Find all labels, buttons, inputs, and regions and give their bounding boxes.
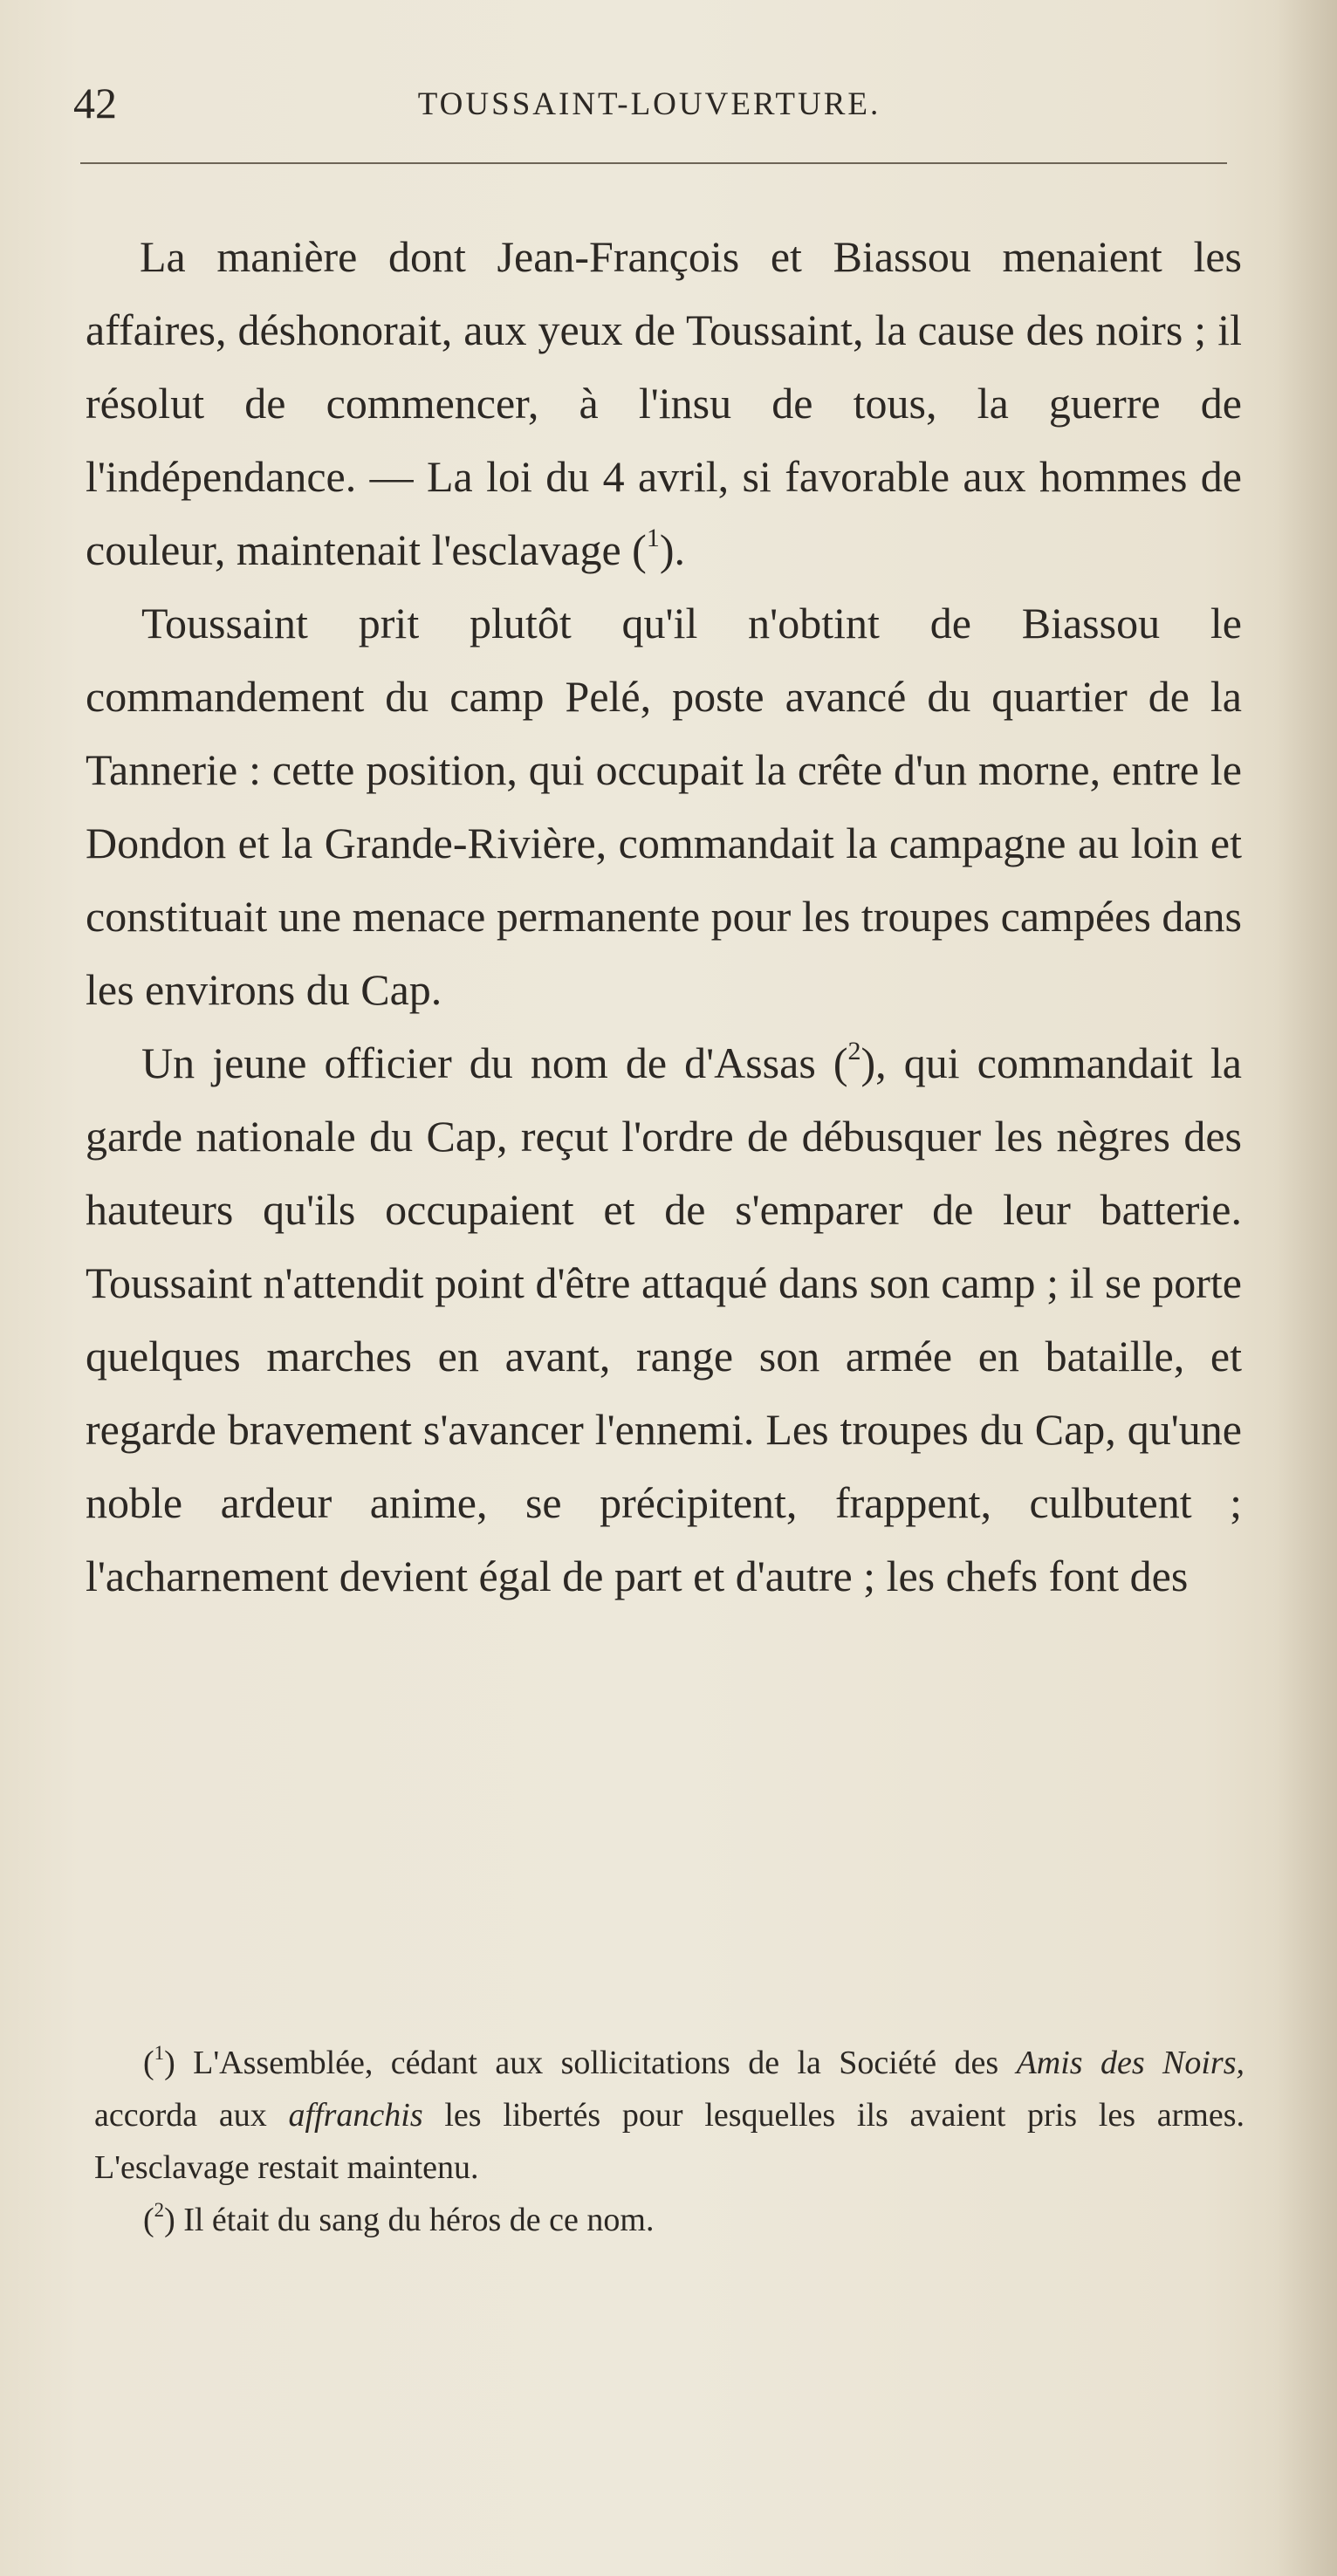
footnote-1-italic-affranchis: affranchis xyxy=(288,2097,423,2134)
paragraph-3 xyxy=(86,1026,1242,1613)
footnote-1-text-b: accorda aux xyxy=(94,2097,289,2134)
footnote-1-italic-amis: Amis des Noirs, xyxy=(1016,2045,1244,2081)
running-title: TOUSSAINT-LOUVERTURE. xyxy=(417,86,881,122)
footnote-1-text-c: les libertés pour lesquelles ils avaient pris les armes. L'esclavage restait maintenu. xyxy=(94,2097,1244,2186)
header-rule xyxy=(80,162,1227,164)
footnote-ref-1: 1 xyxy=(646,524,660,552)
paragraph-1-text: La manière dont Jean-François et Biassou menaient les affaires, déshonorait, aux yeux de Toussaint, la cause des noirs ; il résolut de commencer, à l'insu de tous, la guerre de l'indépendance. — La loi du 4 avril, si favorable aux hommes de couleur, maintenait l'esclavage ( xyxy=(86,232,1242,574)
body-text xyxy=(86,220,1242,1613)
footnote-1-text-a: L'Assemblée, cédant aux sollicitations de la Société des xyxy=(175,2045,1017,2081)
paragraph-2-text: Toussaint prit plutôt qu'il n'obtint de Biassou le commandement du camp Pelé, poste avancé du quartier de la Tannerie : cette position, qui occupait la crête d'un morne, entre le Dondon et la Grande-Rivière, commandait la campagne au loin et constituait une menace permanente pour les troupes campées dans les environs du Cap. xyxy=(86,599,1242,1014)
paragraph-3-end: ), qui commandait la garde nationale du Cap, reçut l'ordre de débusquer les nègres des hauteurs qu'ils occupaient et de s'emparer de leur batterie. Toussaint n'attendit point d'être attaqué dans son camp ; il se porte quelques marches en avant, range son armée en bataille, et regarde bravement s'avancer l'ennemi. Les troupes du Cap, qu'une noble ardeur anime, se précipitent, frappent, culbutent ; l'acharnement devient égal de part et d'autre ; les chefs font des xyxy=(86,1038,1242,1600)
footnote-2-close: ) xyxy=(164,2202,175,2238)
footnote-ref-2: 2 xyxy=(847,1037,861,1065)
page-edge-shadow xyxy=(1276,0,1337,2576)
paragraph-3-text: Un jeune officier du nom de d'Assas ( xyxy=(141,1038,848,1087)
paragraph-1-end: ). xyxy=(659,525,685,574)
page-header xyxy=(73,77,1225,129)
page-number: 42 xyxy=(73,79,117,127)
footnote-2-number: 2 xyxy=(154,2199,165,2222)
footnote-1 xyxy=(94,2037,1244,2194)
footnote-1-close: ) xyxy=(164,2045,175,2081)
footnote-2-open: ( xyxy=(143,2202,154,2238)
paragraph-2 xyxy=(86,586,1242,1026)
footnote-1-number: 1 xyxy=(154,2042,165,2065)
footnote-2 xyxy=(94,2194,1244,2246)
paragraph-1 xyxy=(86,220,1242,586)
footnote-2-text: Il était du sang du héros de ce nom. xyxy=(175,2202,655,2238)
footnotes xyxy=(94,2037,1244,2246)
footnote-1-open: ( xyxy=(143,2045,154,2081)
